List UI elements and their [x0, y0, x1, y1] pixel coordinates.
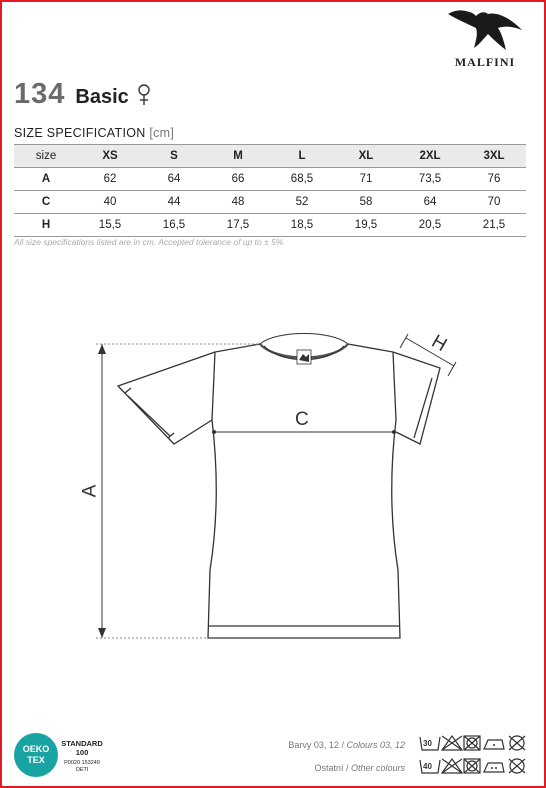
- table-cell: 64: [398, 191, 462, 214]
- oeko-institute: OETI: [75, 767, 89, 773]
- row-label: A: [14, 168, 78, 191]
- row-label: C: [14, 191, 78, 214]
- table-cell: 19,5: [334, 214, 398, 237]
- brand-name: MALFINI: [454, 55, 516, 69]
- colours-cz: Barvy 03, 12: [288, 740, 339, 750]
- table-cell: 44: [142, 191, 206, 214]
- oeko-tex-logo: [14, 733, 58, 777]
- table-cell: 40: [78, 191, 142, 214]
- label-c: C: [295, 409, 309, 430]
- spec-title: [14, 126, 174, 140]
- colours-separator: /: [338, 740, 347, 750]
- colours-line-1: [288, 740, 405, 750]
- brand-logo: [440, 6, 530, 68]
- header-cell: 2XL: [398, 145, 462, 168]
- table-cell: 70: [462, 191, 526, 214]
- product-code: 134: [14, 78, 66, 110]
- spec-unit: [cm]: [149, 126, 175, 140]
- table-cell: 73,5: [398, 168, 462, 191]
- table-row: [14, 168, 526, 191]
- header-cell: XL: [334, 145, 398, 168]
- table-cell: 15,5: [78, 214, 142, 237]
- wash-temp-2: 40: [423, 762, 432, 771]
- tshirt-outline: [118, 334, 440, 639]
- other-colours-cz: Ostatní: [314, 763, 344, 773]
- table-cell: 71: [334, 168, 398, 191]
- iron-icon: [484, 763, 504, 772]
- product-title: [14, 78, 151, 112]
- header-cell: S: [142, 145, 206, 168]
- table-cell: 58: [334, 191, 398, 214]
- care-symbols-row-2: [418, 757, 528, 775]
- table-cell: 62: [78, 168, 142, 191]
- eagle-logo-icon: [446, 6, 524, 52]
- table-row: [14, 214, 526, 237]
- wash-temp-1: 30: [423, 739, 432, 748]
- table-row: [14, 191, 526, 214]
- tolerance-note: All size specifications listed are in cm. Accepted tolerance of up to ± 5%: [14, 237, 284, 247]
- oeko-line1: OEKO: [22, 744, 50, 754]
- product-name: Basic: [75, 86, 129, 108]
- table-cell: 18,5: [270, 214, 334, 237]
- header-cell: 3XL: [462, 145, 526, 168]
- table-cell: 17,5: [206, 214, 270, 237]
- table-header-row: [14, 145, 526, 168]
- table-cell: 16,5: [142, 214, 206, 237]
- oeko-details: [58, 760, 106, 774]
- table-cell: 64: [142, 168, 206, 191]
- label-h: H: [427, 331, 451, 357]
- table-cell: 21,5: [462, 214, 526, 237]
- row-label: H: [14, 214, 78, 237]
- header-cell: L: [270, 145, 334, 168]
- colours-line-2: [314, 763, 405, 773]
- header-cell: size: [14, 145, 78, 168]
- oeko-standard: [58, 739, 106, 757]
- table-cell: 66: [206, 168, 270, 191]
- other-colours-en: Other colours: [350, 763, 405, 773]
- oeko-standard-label: STANDARD: [61, 739, 103, 748]
- label-a: A: [79, 484, 101, 498]
- colours-en: Colours 03, 12: [346, 740, 405, 750]
- spec-title-text: SIZE SPECIFICATION: [14, 126, 146, 140]
- oeko-line2: TEX: [27, 755, 45, 765]
- oeko-code: P0020 153249: [64, 760, 100, 766]
- header-cell: M: [206, 145, 270, 168]
- table-cell: 68,5: [270, 168, 334, 191]
- table-cell: 20,5: [398, 214, 462, 237]
- oeko-standard-number: 100: [75, 748, 89, 757]
- colours-separator: /: [343, 763, 351, 773]
- header-cell: XS: [78, 145, 142, 168]
- table-cell: 76: [462, 168, 526, 191]
- size-table: [14, 144, 526, 237]
- care-symbols-row-1: [418, 734, 528, 752]
- table-cell: 48: [206, 191, 270, 214]
- table-cell: 52: [270, 191, 334, 214]
- female-symbol-icon: [137, 84, 151, 106]
